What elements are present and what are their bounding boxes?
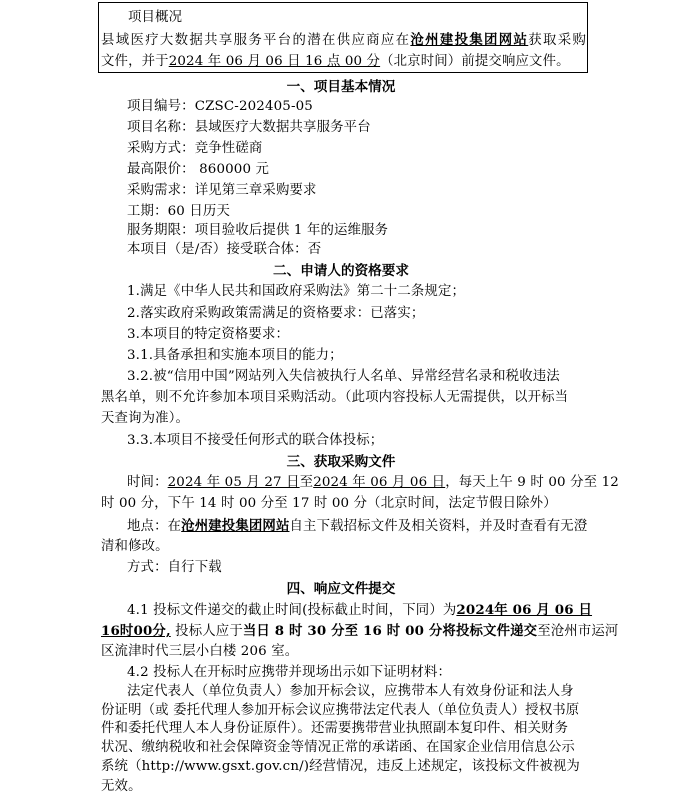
bid-deadline-date: 2024年 06 月 06 日 bbox=[456, 602, 593, 618]
overview-title: 项目概况 bbox=[128, 10, 183, 25]
service-period: 服务期限：项目验收后提供 1 年的运维服务 bbox=[127, 223, 389, 238]
section-4-heading: 四、响应文件提交 bbox=[286, 581, 396, 597]
site-link-2[interactable]: 沧州建投集团网站 bbox=[181, 518, 290, 534]
required-documents-line-4: 状况、缴纳税收和社会保障资金等情况正常的承诺函、在国家企业信用信息公示 bbox=[101, 740, 575, 755]
submission-deadline: 2024 年 06 月 06 日 16 点 00 分 bbox=[168, 54, 381, 69]
required-documents-intro: 4.2 投标人在开标时应携带并现场出示如下证明材料： bbox=[127, 665, 452, 680]
bid-deadline-time: 16时00分, bbox=[101, 623, 171, 639]
section-2-heading: 二、申请人的资格要求 bbox=[273, 263, 409, 279]
required-documents-line-2: 份证明（或 委托代理人参加开标会议应携带法定代表人（单位负责人）授权书原 bbox=[101, 703, 580, 718]
project-number: 项目编号：CZSC-202405-05 bbox=[127, 99, 313, 114]
requirement-3-1: 3.1.具备承担和实施本项目的能力； bbox=[127, 348, 343, 363]
required-documents-line-1: 法定代表人（单位负责人）参加开标会议，应携带本人有效身份证和法人身 bbox=[127, 684, 574, 699]
acquisition-start-date: 2024 年 05 月 27 日 bbox=[167, 475, 300, 490]
acquisition-time-line-2: 时 00 分，下午 14 时 00 分至 17 时 00 分（北京时间，法定节假日除外） bbox=[101, 496, 557, 511]
requirement-3-2-line-1: 3.2.被“信用中国”网站列入失信被执行人名单、异常经营名录和税收违法 bbox=[127, 369, 560, 384]
required-documents-line-3: 件和委托代理人本人身份证原件）。还需要携带营业执照副本复印件、相关财务 bbox=[101, 721, 569, 736]
max-price: 最高限价： 860000 元 bbox=[127, 162, 270, 177]
acquisition-location: 地点：在沧州建投集团网站自主下载招标文件及相关资料，并及时查看有无澄 bbox=[127, 518, 588, 534]
section-1-heading: 一、项目基本情况 bbox=[286, 79, 396, 95]
procurement-method: 采购方式：竞争性磋商 bbox=[127, 141, 263, 156]
acquisition-location-line-2: 清和修改。 bbox=[101, 539, 169, 554]
work-period: 工期：60 日历天 bbox=[127, 204, 230, 219]
consortium-accepted: 本项目（是/否）接受联合体：否 bbox=[127, 242, 322, 257]
delivery-window: 当日 8 时 30 分至 16 时 00 分将投标文件递交 bbox=[242, 623, 538, 639]
requirement-3: 3.本项目的特定资格要求： bbox=[127, 327, 290, 342]
site-link[interactable]: 沧州建投集团网站 bbox=[410, 32, 529, 48]
procurement-demand: 采购需求：详见第三章采购要求 bbox=[127, 183, 317, 198]
overview-line-1: 县域医疗大数据共享服务平台的潜在供应商应在沧州建投集团网站获取采购 bbox=[101, 32, 587, 48]
acquisition-method: 方式：自行下载 bbox=[127, 560, 222, 575]
required-documents-line-6: 无效。 bbox=[101, 779, 142, 794]
submission-location: 区流津时代三层小白楼 206 室。 bbox=[101, 644, 299, 659]
project-name: 项目名称：县域医疗大数据共享服务平台 bbox=[127, 120, 371, 135]
section-3-heading: 三、获取采购文件 bbox=[286, 454, 396, 470]
requirement-2: 2.落实政府采购政策需满足的资格要求：已落实； bbox=[127, 306, 425, 321]
submission-deadline-line-1: 4.1 投标文件递交的截止时间(投标截止时间，下同）为2024年 06 月 06 日 bbox=[127, 602, 593, 618]
overview-line-2: 文件，并于2024 年 06 月 06 日 16 点 00 分（北京时间）前提交响应文件。 bbox=[101, 54, 570, 69]
submission-deadline-line-2: 16时00分, 投标人应于当日 8 时 30 分至 16 时 00 分将投标文件递交至沧州市运河 bbox=[101, 623, 619, 639]
requirement-3-2-line-3: 天查询为准）。 bbox=[101, 411, 190, 426]
acquisition-end-date: 2024 年 06 月 06 日 bbox=[313, 475, 446, 490]
requirement-3-3: 3.3.本项目不接受任何形式的联合体投标； bbox=[127, 433, 384, 448]
required-documents-line-5: 系统（http://www.gsxt.gov.cn/)经营情况，违反上述规定，该投标文件被视为 bbox=[101, 759, 580, 774]
acquisition-time: 时间：2024 年 05 月 27 日至2024 年 06 月 06 日，每天上午 9 时 00 分至 12 bbox=[127, 475, 619, 490]
requirement-1: 1.满足《中华人民共和国政府采购法》第二十二条规定； bbox=[127, 284, 466, 299]
requirement-3-2-line-2: 黑名单，则不允许参加本项目采购活动。（此项内容投标人无需提供，以开标当 bbox=[101, 390, 569, 405]
